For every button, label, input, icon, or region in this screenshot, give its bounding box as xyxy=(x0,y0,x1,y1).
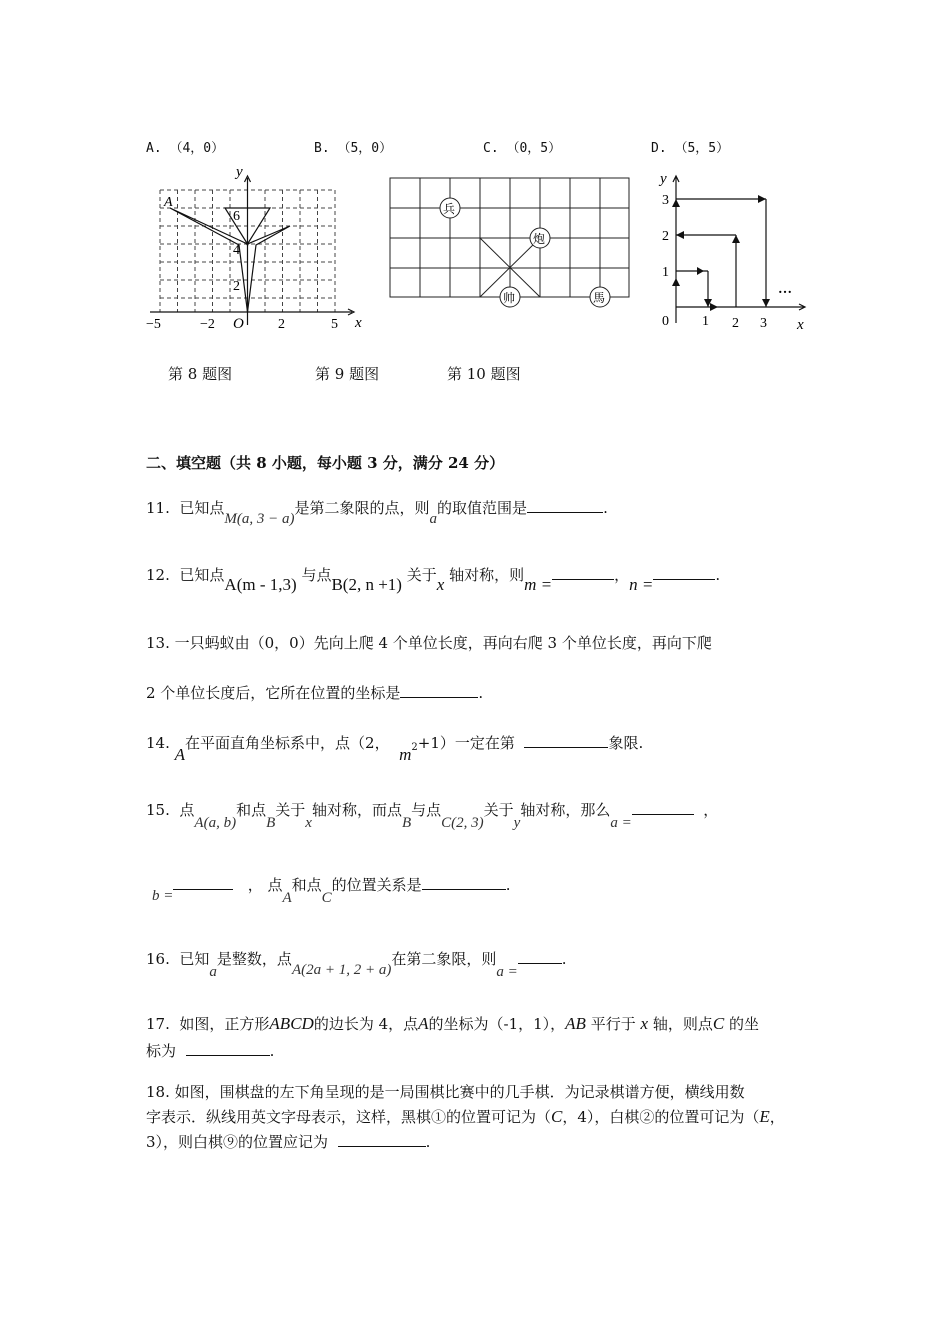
piece-pao xyxy=(530,228,550,248)
fig10-origin: 0 xyxy=(662,314,669,329)
question-18-line-3: 3），则白棋⑨的位置应记为 . xyxy=(146,1133,431,1151)
svg-text:帅: 帅 xyxy=(503,291,516,305)
fig8-x-tick: −5 xyxy=(146,317,161,332)
fig10-y-label: y xyxy=(660,171,667,187)
question-18-line-2: 字表示．纵线用英文字母表示，这样，黑棋①的位置可记为（C，4），白棋②的位置可记为（E， xyxy=(146,1107,785,1126)
piece-ma xyxy=(590,287,610,307)
question-14: 14. A在平面直角坐标系中，点（2， $m^2+1$）一定在第 象限. xyxy=(146,734,644,764)
fig8-x-label: x xyxy=(355,315,362,331)
fig8-x-tick: −2 xyxy=(200,317,215,332)
fig8-y-tick: 6 xyxy=(233,209,240,224)
fig10-y-tick: 1 xyxy=(662,265,669,280)
answer-blank[interactable] xyxy=(632,800,694,815)
question-18-line-1: 18. 如图，围棋盘的左下角呈现的是一局围棋比赛中的几手棋．为记录棋谱方便，横线用数 xyxy=(146,1083,745,1101)
figure-9 xyxy=(384,170,636,310)
fig10-y-tick: 3 xyxy=(662,193,669,208)
fig8-x-tick: 5 xyxy=(331,317,338,332)
caption-fig8: 第 8 题图 xyxy=(168,365,233,383)
question-15-line-1: 15. 点A(a, b)和点B关于x轴对称，而点B与点C(2, 3)关于y轴对称，那么a = ， xyxy=(146,801,719,831)
answer-blank[interactable] xyxy=(552,565,614,580)
piece-bing xyxy=(440,198,460,218)
figure-8 xyxy=(140,160,370,335)
fig10-ellipsis: … xyxy=(778,282,792,297)
answer-blank[interactable] xyxy=(653,565,715,580)
fig8-origin: O xyxy=(233,316,244,332)
fig8-y-tick: 2 xyxy=(233,279,240,294)
fig10-x-tick: 3 xyxy=(760,316,767,331)
fig8-y-tick: 4 xyxy=(233,243,240,258)
question-17-line-1: 17. 如图，正方形ABCD的边长为 4，点A的坐标为（-1，1），AB 平行于 x 轴，则点C 的坐 xyxy=(146,1014,760,1033)
spiral-path xyxy=(676,199,766,307)
fig10-x-tick: 1 xyxy=(702,314,709,329)
question-11: 11. 已知点M(a, 3 − a)是第二象限的点，则a的取值范围是 . xyxy=(146,499,608,527)
answer-blank[interactable] xyxy=(173,875,233,890)
answer-blank[interactable] xyxy=(422,875,506,890)
svg-text:炮: 炮 xyxy=(533,232,546,246)
question-13-line-2: 2 个单位长度后，它所在位置的坐标是 . xyxy=(146,684,484,702)
svg-text:兵: 兵 xyxy=(443,202,456,216)
fig10-x-label: x xyxy=(797,317,804,333)
answer-blank[interactable] xyxy=(524,733,608,748)
caption-fig10: 第 10 题图 xyxy=(447,365,521,383)
fig10-x-tick: 2 xyxy=(732,316,739,331)
figure-10 xyxy=(652,165,822,335)
fig10-y-tick: 2 xyxy=(662,229,669,244)
fig8-x-tick: 2 xyxy=(278,317,285,332)
option-c: C. （0，5） xyxy=(483,141,562,156)
question-17-line-2: 标为 . xyxy=(146,1042,275,1060)
answer-blank[interactable] xyxy=(338,1132,426,1147)
answer-blank[interactable] xyxy=(518,949,562,964)
option-a: A. （4，0） xyxy=(146,141,225,156)
option-b: B. （5，0） xyxy=(314,141,393,156)
board-grid xyxy=(390,178,629,297)
arrowheads xyxy=(672,195,770,311)
svg-text:馬: 馬 xyxy=(593,291,606,305)
question-13-line-1: 13. 一只蚂蚁由（0，0）先向上爬 4 个单位长度，再向右爬 3 个单位长度，再向下爬 xyxy=(146,634,712,652)
question-16: 16. 已知a是整数，点A(2a + 1, 2 + a)在第二象限，则a =. xyxy=(146,950,567,980)
caption-fig9: 第 9 题图 xyxy=(315,365,380,383)
answer-blank[interactable] xyxy=(400,683,478,698)
question-12: 12. 已知点A(m - 1,3) 与点B(2, n +1) 关于x 轴对称，则m = ，n = . xyxy=(146,566,721,594)
answer-blank[interactable] xyxy=(186,1041,270,1056)
option-d: D. （5，5） xyxy=(651,141,730,156)
fig8-y-label: y xyxy=(236,164,243,180)
piece-shuai xyxy=(500,287,520,307)
section-title: 二、填空题（共 8 小题，每小题 3 分，满分 24 分） xyxy=(146,454,505,472)
fig8-point-a: A xyxy=(164,195,173,210)
answer-blank[interactable] xyxy=(527,498,603,513)
question-15-line-2: b = ， 点A和点C的位置关系是 . xyxy=(152,876,511,906)
